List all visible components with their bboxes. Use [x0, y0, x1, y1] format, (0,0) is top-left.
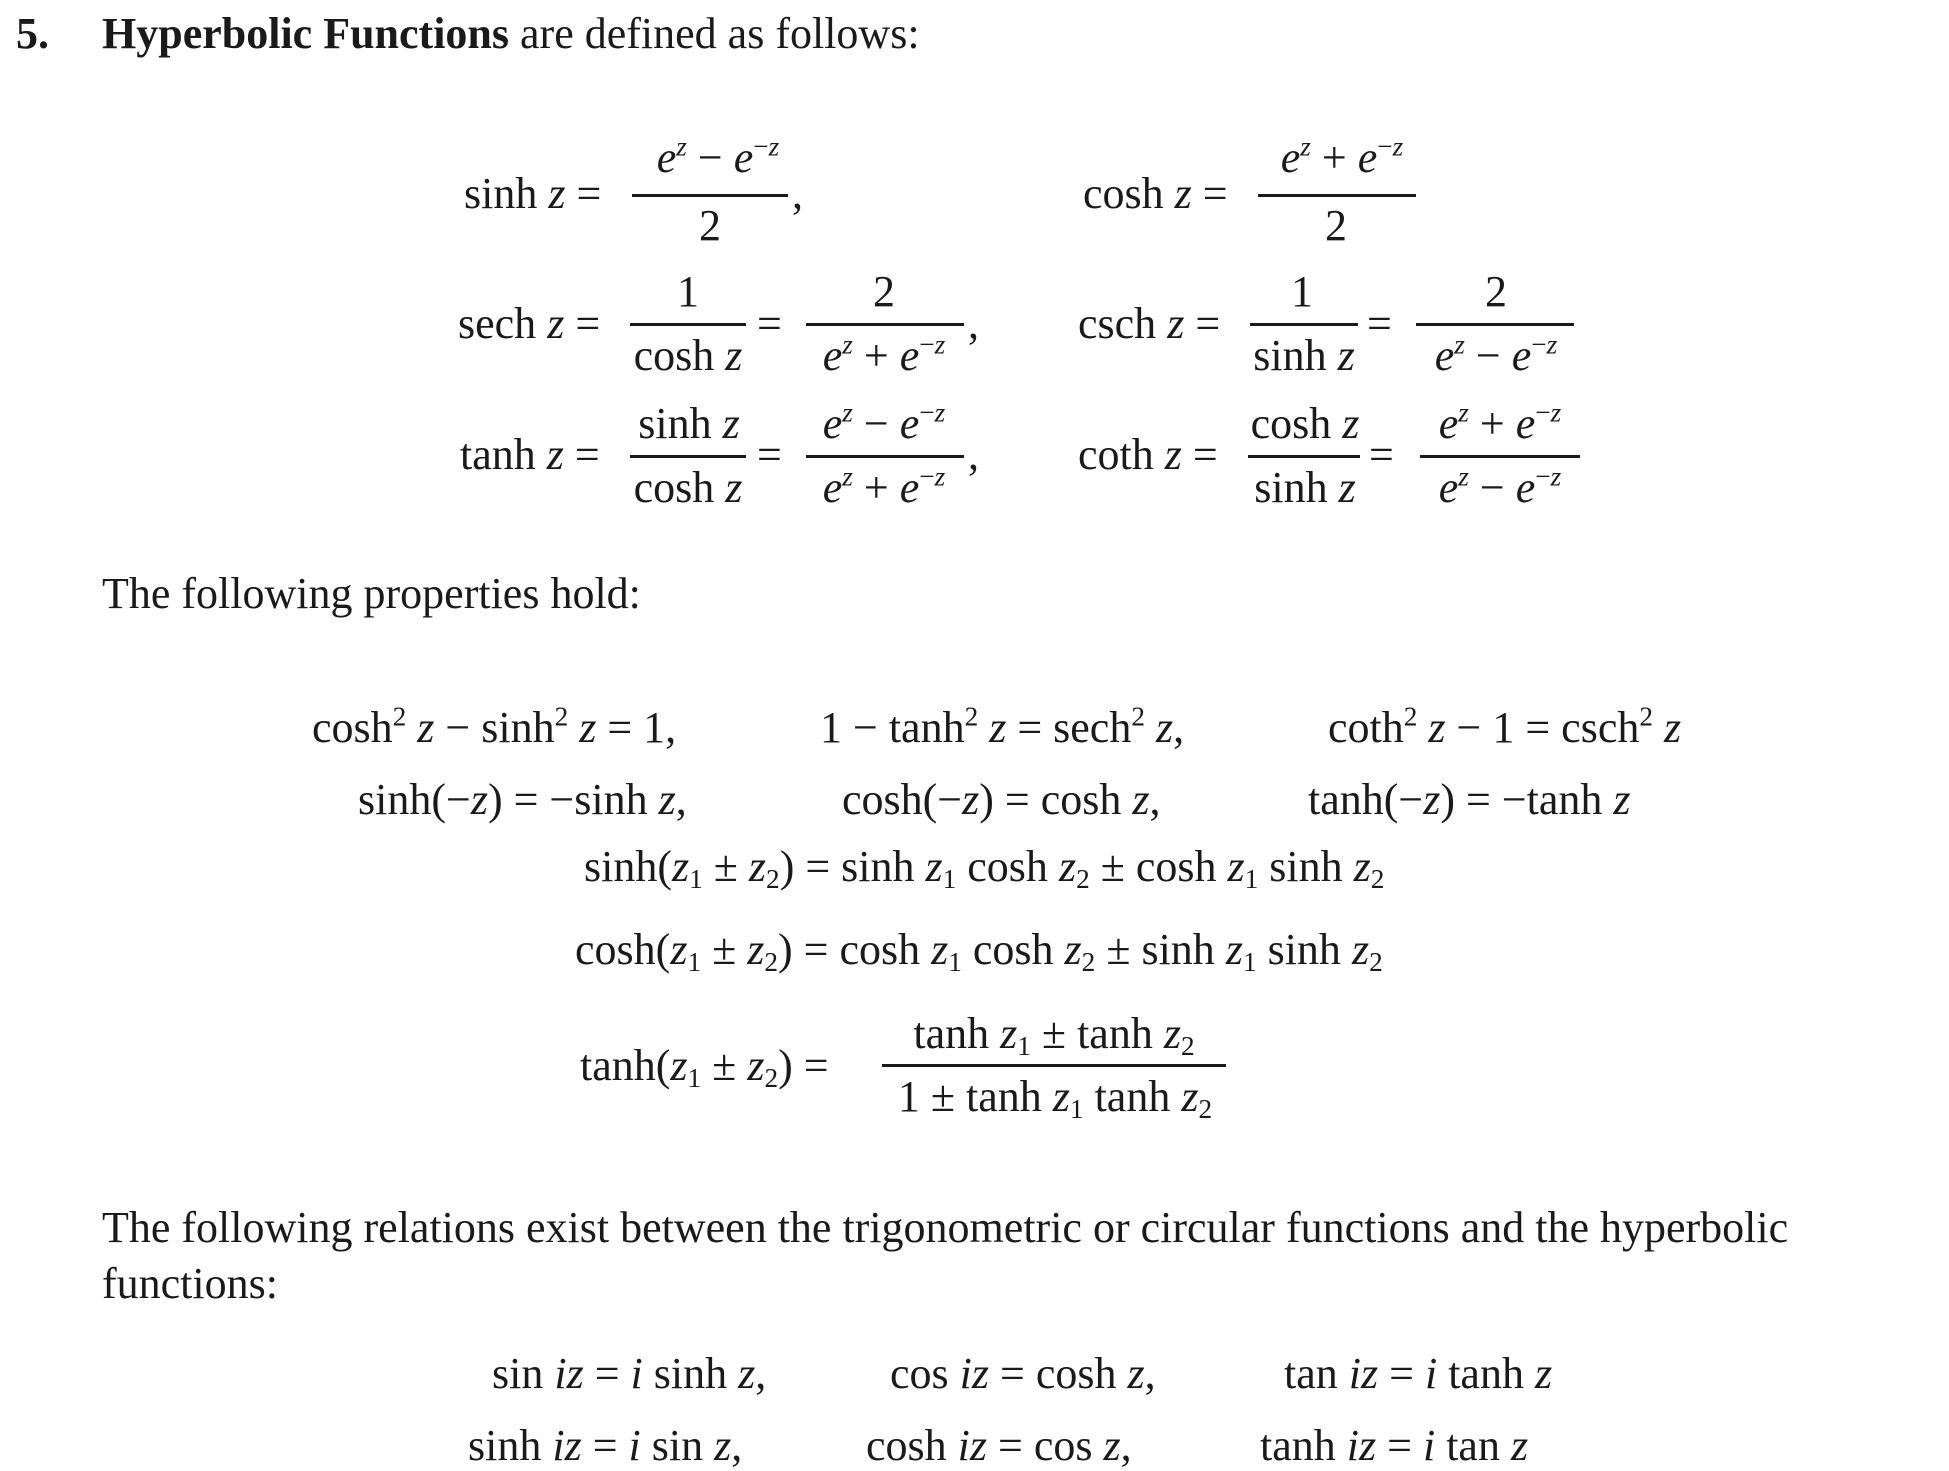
- prop-row1-c: coth$^2$ z − 1 = csch$^2$ z: [1328, 701, 1682, 752]
- def-sinh-bar: [632, 194, 788, 197]
- rel-row2-c: tanh iz = i tan z: [1260, 1421, 1529, 1470]
- def-sech-den2: $e^z + e^{-z}$: [822, 329, 946, 380]
- def-sinh-num: $e^z - e^{-z}$: [656, 131, 780, 182]
- prop-row2-b: cosh(−z) = cosh z,: [842, 775, 1161, 824]
- def-csch-bar2: [1416, 323, 1574, 326]
- def-csch-den2: $e^z - e^{-z}$: [1434, 329, 1558, 380]
- def-tanh-eq: =: [757, 430, 782, 479]
- def-cosh-den: 2: [1325, 201, 1347, 250]
- def-tanh-num2: $e^z - e^{-z}$: [822, 397, 946, 448]
- def-sinh-lhs: sinh z =: [464, 169, 602, 218]
- def-cosh-num: $e^z + e^{-z}$: [1280, 131, 1404, 182]
- prop-sum-tanh-den: $1 \pm \tanh z_1$ $\tanh z_2$: [897, 1072, 1213, 1124]
- rel-row1-b: cos iz = cosh z,: [890, 1349, 1156, 1398]
- def-tanh-den1: cosh z: [633, 463, 743, 512]
- prop-row1-a: $\cosh^2 z - \sinh^2 z = 1$,: [312, 701, 677, 752]
- def-tanh-den2: $e^z + e^{-z}$: [822, 461, 946, 512]
- section-number: 5.: [16, 9, 49, 58]
- relations-intro-line2: functions:: [102, 1259, 278, 1308]
- def-csch-eq: =: [1367, 299, 1392, 348]
- def-tanh-comma: ,: [968, 430, 979, 479]
- def-sinh-den: 2: [699, 201, 721, 250]
- def-sech-eq: =: [757, 299, 782, 348]
- def-tanh-num1: sinh z: [638, 399, 740, 448]
- prop-row2-a: sinh(−z) = −sinh z,: [358, 775, 687, 824]
- def-coth-bar2: [1420, 455, 1580, 458]
- def-sech-comma: ,: [968, 299, 979, 348]
- def-sech-num1: 1: [677, 267, 699, 316]
- section-heading: [102, 9, 920, 58]
- def-csch-num1: 1: [1291, 267, 1313, 316]
- section-title: Hyperbolic Functions: [102, 9, 510, 58]
- def-coth-eq: =: [1369, 430, 1394, 479]
- def-coth-num2: $e^z + e^{-z}$: [1438, 397, 1562, 448]
- def-csch-lhs: csch z =: [1078, 299, 1221, 348]
- rel-row2-b: cosh iz = cos z,: [866, 1421, 1132, 1470]
- def-sech-bar1: [630, 323, 746, 326]
- properties-intro: The following properties hold:: [102, 569, 641, 618]
- prop-row2-c: tanh(−z) = −tanh z: [1308, 775, 1631, 824]
- relations-intro-line1: The following relations exist between the trigonometric or circular functions and the hyperbolic: [102, 1203, 1789, 1252]
- prop-row1-b: $1 - \tanh^2 z = \sec h^2$ z,: [820, 701, 1185, 752]
- rel-row1-a: sin iz = i sinh z,: [492, 1349, 767, 1398]
- def-sinh-comma: ,: [792, 169, 803, 218]
- def-coth-num1: cosh z: [1250, 399, 1360, 448]
- def-sech-den1: cosh z: [633, 331, 743, 380]
- def-sech-lhs: sech z =: [458, 299, 601, 348]
- def-sech-num2: 2: [873, 267, 895, 316]
- prop-sum-cosh: $\cosh(z_1 \pm z_2) = \cosh z_1$ $\cosh z_2 \pm \sinh z_1$ $\sinh z_2$: [575, 925, 1383, 977]
- def-tanh-lhs: tanh z =: [460, 430, 600, 479]
- def-csch-bar1: [1250, 323, 1358, 326]
- rel-row1-c: tan iz = i tanh z: [1284, 1349, 1553, 1398]
- def-tanh-bar1: [630, 455, 746, 458]
- prop-sum-tanh-lhs: $\tanh(z_1 \pm z_2)$ =: [580, 1041, 829, 1093]
- def-cosh-bar: [1258, 194, 1416, 197]
- def-cosh-lhs: cosh z =: [1083, 169, 1228, 218]
- prop-sum-tanh-bar: [882, 1064, 1226, 1067]
- def-coth-bar1: [1248, 455, 1360, 458]
- def-csch-num2: 2: [1485, 267, 1507, 316]
- prop-sum-sinh: $\sinh(z_1 \pm z_2) = \sinh z_1$ $\cosh z_2 \pm \cosh z_1$ $\sinh z_2$: [584, 842, 1385, 894]
- def-coth-den2: $e^z - e^{-z}$: [1438, 461, 1562, 512]
- def-coth-lhs: coth z =: [1078, 430, 1218, 479]
- def-sech-bar2: [806, 323, 964, 326]
- def-csch-den1: sinh z: [1253, 331, 1355, 380]
- rel-row2-a: sinh iz = i sin z,: [468, 1421, 743, 1470]
- def-coth-den1: sinh z: [1254, 463, 1356, 512]
- def-tanh-bar2: [806, 455, 964, 458]
- prop-sum-tanh-num: $\tanh z_1 \pm \tanh z_2$: [913, 1009, 1195, 1061]
- section-intro: are defined as follows:: [520, 9, 920, 58]
